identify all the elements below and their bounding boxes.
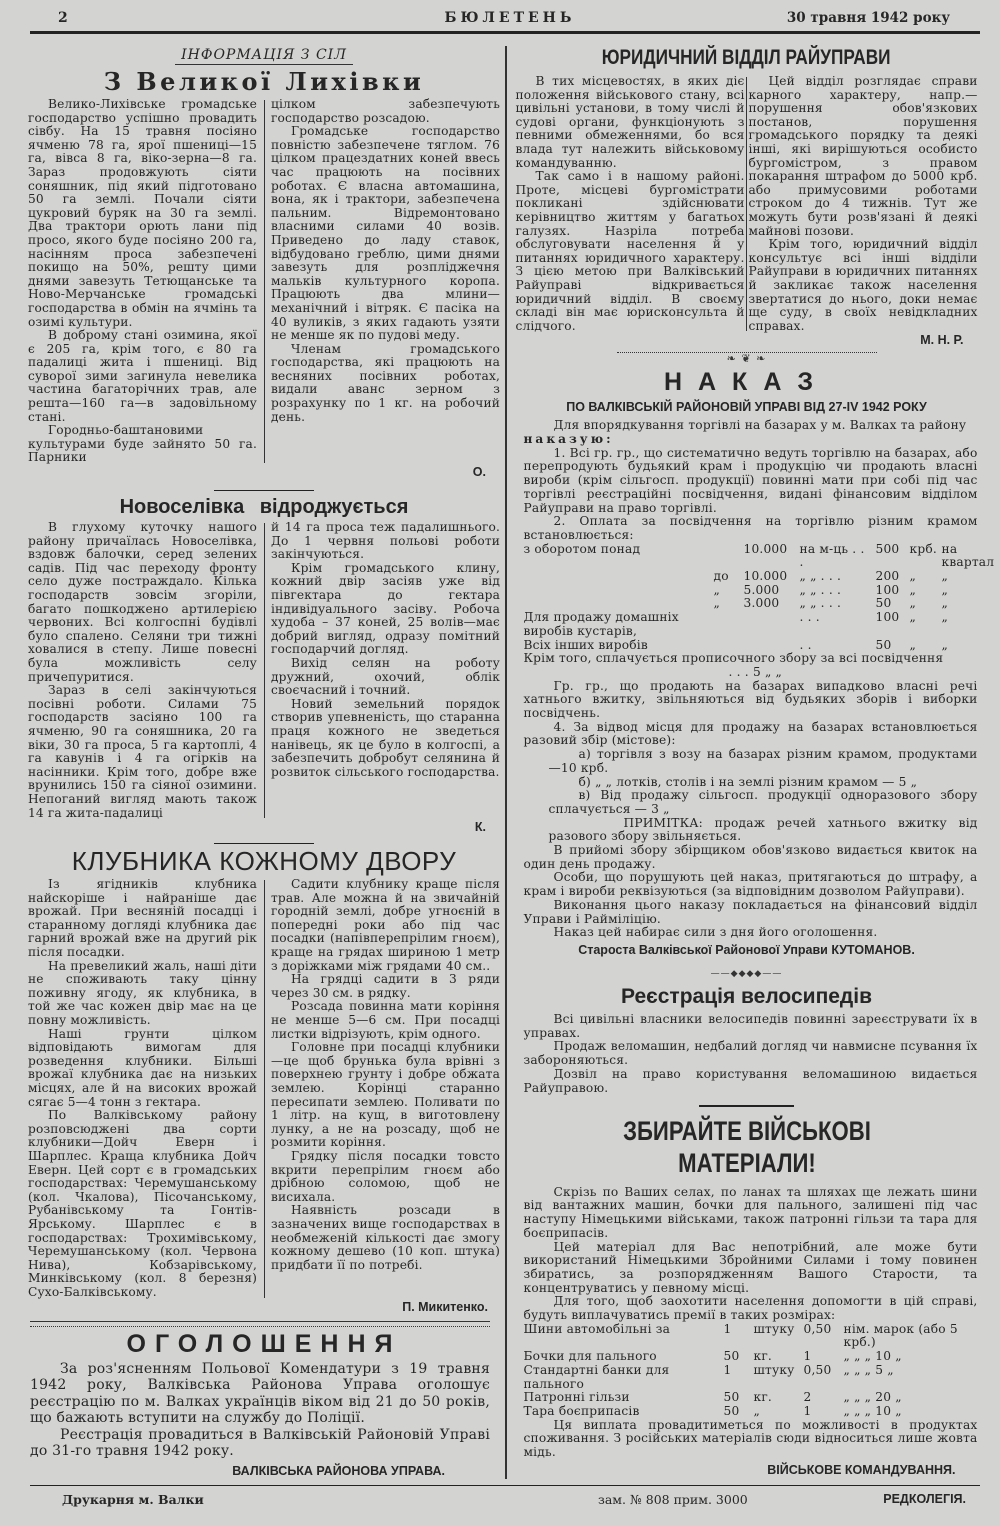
order-title: НАКАЗ: [663, 368, 830, 397]
paragraph: й 14 га проса теж падалишнього. До 1 червня польові роботи закінчуються.: [271, 520, 500, 562]
rewards-table: [524, 1323, 978, 1419]
cell-prefix: до: [713, 569, 729, 584]
paragraph: Наші грунти цілком відповідають вимогам для розведення клубники. Більші врожаї клубника дає на низьких місцях, але й на високих врожай сягає 5—4 тонн з гектара.: [28, 1026, 257, 1109]
table-row: [524, 584, 978, 598]
cell-prefix: [714, 543, 744, 570]
article-column: [271, 878, 500, 1299]
table-row: [524, 611, 978, 638]
ornament-divider: ——◆◆◆◆——: [710, 969, 783, 979]
table-row: [524, 639, 978, 653]
article-signature: П. Микитенко.: [402, 1299, 488, 1314]
cell-marks: 1: [803, 1349, 812, 1364]
cell-label: Для продажу домашніх виробів кустарів,: [523, 610, 679, 638]
paragraph: Наявність розсади в зазначених вище господарствах в необмеженій кількості дає змогу кожному дешево (10 коп. штука) придбати її по потребі.: [271, 1203, 500, 1272]
footer: [30, 1485, 980, 1526]
paragraph: В тих місцевостях, в яких діє положення військового стану, всі цивільні установи, в тому числі й судові органи, функціонують з певними обмеженнями, бо вся влада тут належить військовому командуванню.: [515, 74, 745, 170]
paragraph: Громадське господарство повністю забезпечене тяглом. 76 цілком працездатних коней ввесь час працюють на посівних роботах. Є власна автомашина, вона, як і трактори, забезпечена пальним. Відремонтовано власними силами 40 возів. Приведено до ладу ставок, відбудовано греблю, цими днями завезуть для розпліджечня мальків культурного коропа. Працюють два млини—механічний і вітряк. Є пасіка на 40 вуликів, з яких гадають узяти не менше як по пудові меду.: [271, 124, 500, 343]
article-columns: [28, 878, 500, 1299]
cell-unit: „: [753, 1403, 761, 1418]
cell-qty: 1: [723, 1321, 732, 1336]
masthead-rule: [30, 31, 980, 34]
article-title-klubnyka: КЛУБНИКА КОЖНОМУ ДВОРУ: [71, 846, 457, 877]
divider: [264, 100, 265, 463]
cell-qty: 50: [723, 1349, 740, 1364]
cell-tail: „ „ „ 10 „: [843, 1403, 902, 1418]
table-row: [523, 541, 995, 570]
cell-label: з оборотом понад: [523, 541, 641, 556]
separator: [214, 843, 314, 844]
paragraph: Для того, щоб заохотити населення допомогти в цій справі, будуть виплачуватись премії в таких розмірах:: [523, 1294, 978, 1323]
announcement-title: ОГОЛОШЕННЯ: [126, 1329, 402, 1358]
cell-tail: „ „ „ 20 „: [843, 1390, 902, 1405]
cell-turnover: [744, 639, 800, 653]
paragraph: а) торгівля з возу на базарах різним крамом, продуктами —10 крб.: [548, 747, 978, 775]
article-column: [28, 878, 257, 1299]
paragraph: Цей відділ розглядає справи карного характеру, напр.—порушення обов'язкових постанов, порушення громадського порядку та деякі інші, які вирішуються особисто бургомістром, з правом покарання штрафом до 5000 крб. або примусовими роботами строком до 4 тижнів. Тут же можуть бути розв'язані й деякі майнові позови.: [748, 74, 978, 238]
order-point-1: 1. Всі гр. гр., що систематично ведуть торгівлю на базарах, або перепродують будьякий крам і продукцію чи продають власні вироби (крім сільгосп. продукції) повинні мати при собі під час торгівлі реєстраційні посвідчення, видані фінансовим відділом Райуправи на право торгівлі.: [523, 445, 978, 515]
cell-tail: „ „ „ 10 „: [843, 1349, 902, 1364]
paragraph: цілком забезпечують господарство розсадою.: [271, 97, 500, 125]
cell-period: „: [941, 610, 949, 625]
title-text: ЗБИРАЙТЕ ВІЙСЬКОВІ МАТЕРІАЛИ!: [622, 1115, 871, 1178]
article-columns: [516, 75, 978, 333]
paragraph: Реєстрація провадиться в Валківській Районовій Управі до 31-го травня 1942 року.: [30, 1426, 490, 1459]
cell-prefix: [714, 611, 744, 638]
paragraph: Городньо-баштановими культурами буде зайнято 50 га. Парники: [28, 423, 257, 465]
ornament-divider: ❧ ❦ ❧: [617, 352, 877, 365]
bicycles-body: [516, 1013, 978, 1095]
paragraph: По Валківському району розповсюджені два сорти клубники—Дойч Еверн і Шарплес. Краща клубника Дойч Еверн. Цей сорт є в громадських господарствах: Черемушанському (кол. Чкалова), Пісочанському, Рубанівському та Гонтів-Ярському. Шарплес є в господарствах: Трохимівському, Черемушанському (кол. Червона Нива), Кобзарівському, Минківському (кол. 8 березня) Сухо-Балківському.: [28, 1108, 257, 1299]
article-columns: [28, 521, 500, 820]
cell-item: Стандартні банки для пального: [523, 1362, 670, 1391]
cell-per: . . .: [799, 610, 820, 625]
cell-fee: 50: [875, 637, 892, 652]
order-subtitle: ПО ВАЛКІВСЬКІЙ РАЙОНОВІЙ УПРАВІ ВІД 27-IV 1942 РОКУ: [566, 400, 927, 415]
order-body: [516, 418, 995, 940]
cell-period: „: [941, 582, 949, 597]
fee-table: [523, 541, 995, 653]
article-column: [516, 75, 745, 333]
paragraph: Крім того, юридичний відділ консультує всі інші відділи Райуправи в юридичних питаннях й закликає також населення звертатися до нього, доки немає ще суду, в своїх невідкладних справах.: [748, 237, 978, 333]
paragraph: В доброму стані озимина, якої є 205 га, крім того, є 80 га падалиці жита і пшениці. Від суворої зими загинула невелика частина багаторічних трав, але решта—160 га—в задовільному стані.: [28, 328, 257, 424]
cell-period: „: [941, 637, 949, 652]
separator: [699, 1105, 794, 1107]
order-signature: Староста Валківської Районової Управи КУТОМАНОВ.: [578, 943, 915, 957]
table-row: [524, 597, 978, 611]
article-signature: М. Н. Р.: [920, 333, 964, 348]
paragraph: На превеликий жаль, наші діти не споживають таку цінну поживну ягоду, як клубника, в той же час кожен двір має на це повну можливість.: [28, 958, 257, 1028]
column-divider: [505, 46, 507, 1479]
cell-marks: 1: [803, 1403, 812, 1418]
cell-fee: 500: [875, 541, 900, 556]
paragraph: Членам громадського господарства, які працюють на весняних посівних роботах, видали аванс зерном з розрахунку по 1 кг. на робочий день.: [271, 341, 500, 424]
cell-item: Тара боєприпасів: [523, 1403, 640, 1418]
right-half: [510, 36, 995, 1479]
article-column: [28, 521, 257, 820]
cell-per: „ „ . . .: [799, 596, 842, 611]
issue-date: 30 травня 1942 року: [786, 10, 950, 26]
paragraph: в) Від продажу сільгосп. продукції одноразового збору сплачується — 3 „: [548, 788, 978, 816]
cell-prefix: [714, 639, 744, 653]
table-row: [524, 1350, 978, 1364]
cell-fee: 100: [875, 582, 900, 597]
paragraph: Вихід селян на роботу дружний, охочий, облік своєчасний і точний.: [271, 655, 500, 698]
separator: [214, 490, 314, 491]
cell-prefix: „: [713, 596, 721, 611]
article-column: [271, 98, 500, 465]
cell-per: . .: [799, 637, 812, 652]
article-title-legal-department: [516, 44, 978, 71]
order-point-4: Гр. гр., що продають на базарах випадково власні речі хатнього вжитку, звільняються від будьяких зборів і виборки посвідчень.: [523, 678, 978, 721]
cell-item: Шини автомобільні за: [523, 1321, 671, 1336]
divider: [746, 77, 747, 331]
paragraph: Виконання цього наказу покладається на фінансовий відділ Управи і Райміліцію.: [523, 897, 978, 926]
table-row: [524, 1323, 978, 1350]
paragraph: Так само і в нашому районі. Проте, місцеві бургомістрати покликані здійснювати керівництво життям у багатьох галузях. Назріла потреба обслуговувати населення й у питаннях юридичного характеру. З цією метою при Валківський Райуправі відкривається юридичний відділ. В своєму складі він має юрисконсульта й слідчого.: [515, 169, 745, 333]
paragraph: В глухому куточку нашого району причаїлась Новоселівка, вздовж балочки, серед зелених садів. Під час переходу фронту село дуже постраждало. Кілька господарств зовсім згоріли, багато пошкоджено артилерією червоних. Всі колгоспні будівлі було спалено. Селяни три тижні ховалися в степу. Лише повесні була можливість селу причепуритися.: [28, 520, 257, 684]
order-intro: Для впорядкування торгівлі на базарах у м. Валках та району: [553, 418, 967, 433]
article-title-novoselivka: Новоселівка відроджується: [119, 496, 409, 519]
cell-qty: 50: [723, 1403, 740, 1418]
masthead: [0, 0, 1000, 36]
cell-label: [524, 570, 714, 584]
announcement-signature: ВАЛКІВСЬКА РАЙОНОВА УПРАВА.: [232, 1463, 445, 1478]
printer-imprint: Друкарня м. Валки: [62, 1491, 204, 1507]
paragraph: Головне при посадці клубники—це щоб брунька була врівні з поверхнею грунту і добре обжата землею. Корінці старанно пересипати землею. Поливати по 1 літр. на кущ, в виготовлену лунку, а не на розсаду, щоб не розмити коріння.: [271, 1040, 500, 1150]
page-body: [0, 36, 1000, 1479]
article-column: [749, 75, 978, 333]
paragraph: Особи, що порушують цей наказ, притягаються до штрафу, а крам і вироби реквізуються (за відповідним дозволом Райуправи).: [523, 870, 978, 899]
cell-cur: „: [909, 569, 917, 584]
divider: [264, 880, 265, 1297]
cell-cur: „: [909, 596, 917, 611]
cell-marks: 0,50: [803, 1321, 832, 1336]
order-point-3: Крім того, сплачується прописочного збору за всі посвідчення: [523, 651, 944, 666]
cell-turnover: [744, 611, 800, 638]
paragraph: Дозвіл на право користування веломашиною видається Райуправою.: [523, 1066, 978, 1095]
paragraph: Продаж веломашин, недбалий догляд чи навмисне псування їх забороняються.: [523, 1039, 978, 1068]
article-signature: К.: [474, 820, 486, 835]
cell-unit: кг.: [753, 1349, 772, 1364]
paragraph: Новий земельний порядок створив упевненість, що старанна праця кожного не зведеться нанівець, як це було в колгоспі, а забезпечить добробут селянина й розвиток сільського господарства.: [271, 696, 500, 779]
table-row: [524, 1391, 978, 1405]
cell-cur: „: [909, 610, 917, 625]
cell-period: „: [941, 596, 949, 611]
paragraph: Наказ цей набирає сили з дня його оголошення.: [553, 925, 878, 940]
divider: [264, 523, 265, 818]
order-note: ПРИМІТКА: продаж речей хатнього вжитку від разового збору звільняється.: [548, 815, 978, 844]
paragraph: На грядці садити в 3 ряди через 30 см. в рядку.: [271, 972, 500, 1000]
fee-items: [524, 748, 978, 817]
left-half: [28, 36, 500, 1479]
cell-unit: штуку: [753, 1362, 795, 1377]
order-closing: [524, 844, 978, 940]
section-header: ІНФОРМАЦІЯ З СІЛ: [175, 47, 353, 65]
paragraph: Велико-Лихівське громадське господарство успішно провадить сівбу. На 15 травня посіяно ячменю 78 га, ярої пшениці—15 га, вівса 8 га, віко-зерна—8 га. Зараз продовжують сіяти соняшник, під який підготовано 50 га землі. Почали сіяти цукровий буряк на 30 га землі. Два трактори орють лани під просо, якого буде посіяно 200 га, насінням проса забезпечені покищо на 50%, решту цими днями завезуть Тетющанське та Ново-Мерчанське громадські господарства в обмін на ячмінь та озимі культури.: [28, 97, 257, 329]
paragraph: Всі цивільні власники велосипедів повинні зареєструвати їх в управах.: [523, 1012, 978, 1040]
cell-per: „ „ . . .: [799, 582, 842, 597]
article-signature: О.: [472, 465, 486, 480]
paragraph: Цей матеріал для Вас непотрібний, але може бути використаний Німецькими Збройними Силами і тому повинен збиратись, за розпорядженням Вашого Старости, та концентруватись у певному місці.: [523, 1239, 978, 1295]
paragraph: Розсада повинна мати коріння не менше 5—6 см. При посадці листки відрізують, крім одного.: [271, 999, 500, 1041]
cell-cur: „: [909, 582, 917, 597]
cell-cur: „: [909, 637, 917, 652]
newspaper-title: БЮЛЕТЕНЬ: [444, 10, 576, 26]
cell-fee: 50: [875, 596, 892, 611]
materials-paragraphs: [524, 1186, 978, 1323]
paragraph: Садити клубнику краще після трав. Але можна й на звичайній городній землі, добре угноєній в попередні роки або під час посадки (напівперепрілим гноєм), краще на грядах шириною 1 метр з доріжками між грядами 40 см..: [271, 877, 500, 973]
materials-body: [516, 1186, 978, 1460]
cell-qty: 1: [723, 1362, 732, 1377]
table-row: [524, 1364, 978, 1391]
order-point-2: 2. Оплата за посвідчення на торгівлю різним крамом встановлюється:: [523, 514, 978, 542]
table-row: [524, 1405, 978, 1419]
cell-tail: нім. марок (або 5 крб.): [843, 1321, 958, 1350]
cell-item: Патронні гільзи: [523, 1390, 630, 1405]
print-run: зам. № 808 прим. 3000: [598, 1491, 748, 1507]
materials-signature: ВІЙСЬКОВЕ КОМАНДУВАННЯ.: [767, 1462, 956, 1477]
paragraph: Зараз в селі закінчуються посівні роботи. Силами 75 господарств засіяно 100 га ячменю, 90 га соняшника, 20 га віки, 30 га проса, 5 га картоплі, 4 га кавунів і 4 га огірків на насінники. Крім того, добре вже врунились 150 га сіяної озимини. Непоганий вигляд мають також 14 га жита-падалиці: [28, 683, 257, 820]
order-word: наказую:: [523, 431, 614, 446]
dotted-separator: [30, 1321, 490, 1327]
cell-marks: 0,50: [803, 1362, 832, 1377]
paragraph: Скрізь по Ваших селах, по ланах та шляхах ще лежать шини від вантажних машин, бочки для пального, залишені під час наступу Німецькими військами, також патронні гільзи та тара для боєприпасів.: [523, 1184, 978, 1240]
paragraph: Із ягідників клубника найскоріше і найраніше дає врожай. При весняній посадці і старанному догляді клубника дає гарний врожай вже на другий рік після посадки.: [28, 877, 257, 960]
registration-fee: . . . 5 „ „: [728, 664, 783, 679]
title-text: ЮРИДИЧНИЙ ВІДДІЛ РАЙУПРАВИ: [602, 46, 891, 69]
bicycles-title: Реєстрація велосипедів: [620, 985, 872, 1008]
article-column: [28, 98, 257, 465]
paragraph: В прийомі збору збірщиком обов'язково видається квиток на один день продажу.: [523, 843, 978, 871]
cell-qty: 50: [723, 1390, 740, 1405]
cell-unit: кг.: [753, 1390, 772, 1405]
cell-label: [524, 584, 714, 598]
cell-cur: крб.: [909, 541, 937, 556]
cell-fee: 200: [875, 569, 900, 584]
article-column: [271, 521, 500, 820]
cell-turnover: 10.000: [743, 541, 788, 556]
cell-turnover: 3.000: [743, 596, 780, 611]
cell-prefix: „: [713, 582, 721, 597]
paragraph: За роз'ясненням Польової Комендатури з 19 травня 1942 року, Валківська Районова Управа оголошує реєстрацію по м. Валках українців віком від 21 до 50 років, що бажають вступити на службу до Поліції.: [30, 1360, 490, 1426]
paragraph: Грядку після посадки товсто вкрити перепрілим гноєм або дрібною соломою, щоб не висихала.: [271, 1148, 500, 1204]
cell-label: Всіх інших виробів: [523, 637, 648, 652]
cell-marks: 2: [803, 1390, 812, 1405]
section-header-wrap: [28, 44, 500, 65]
page-number: 2: [58, 10, 68, 26]
cell-period: „: [941, 569, 949, 584]
paragraph: Крім громадського клину, кожний двір засіяв уже від півгектара до гектара індивідуального засіву. Робоча худоба – 37 коней, 25 волів—має добрий вигляд, одразу помітний господарчий догляд.: [271, 560, 500, 657]
editorial-board: РЕДКОЛЕГІЯ.: [883, 1491, 966, 1506]
cell-per: „ „ . . .: [799, 569, 842, 584]
article-title-velyka-lykhivka: З Великої Лихівки: [103, 67, 425, 96]
paragraph: б) „ „ лотків, столів і на землі різним крамом — 5 „: [578, 774, 918, 789]
cell-fee: 100: [875, 610, 900, 625]
cell-tail: „ „ „ 5 „: [843, 1362, 894, 1377]
cell-unit: штуку: [753, 1321, 795, 1336]
order-point-5: 4. За відвод місця для продажу на базарах встановлюється разовий збір (містове):: [523, 719, 978, 748]
cell-item: Бочки для пального: [523, 1349, 657, 1364]
table-row: [524, 570, 978, 584]
cell-turnover: 5.000: [743, 582, 780, 597]
materials-title: [516, 1115, 978, 1180]
article-columns: [28, 98, 500, 465]
materials-closing: Ця виплата провадитиметься по можливості в продуктах споживання. З російських матеріалів сюди відноситься лише жовта мідь.: [523, 1417, 978, 1460]
announcement-body: [28, 1361, 500, 1460]
cell-label: [524, 597, 714, 611]
cell-per: на м-ць . . .: [799, 541, 865, 570]
cell-turnover: 10.000: [743, 569, 788, 584]
cell-period: на квартал: [941, 541, 995, 570]
